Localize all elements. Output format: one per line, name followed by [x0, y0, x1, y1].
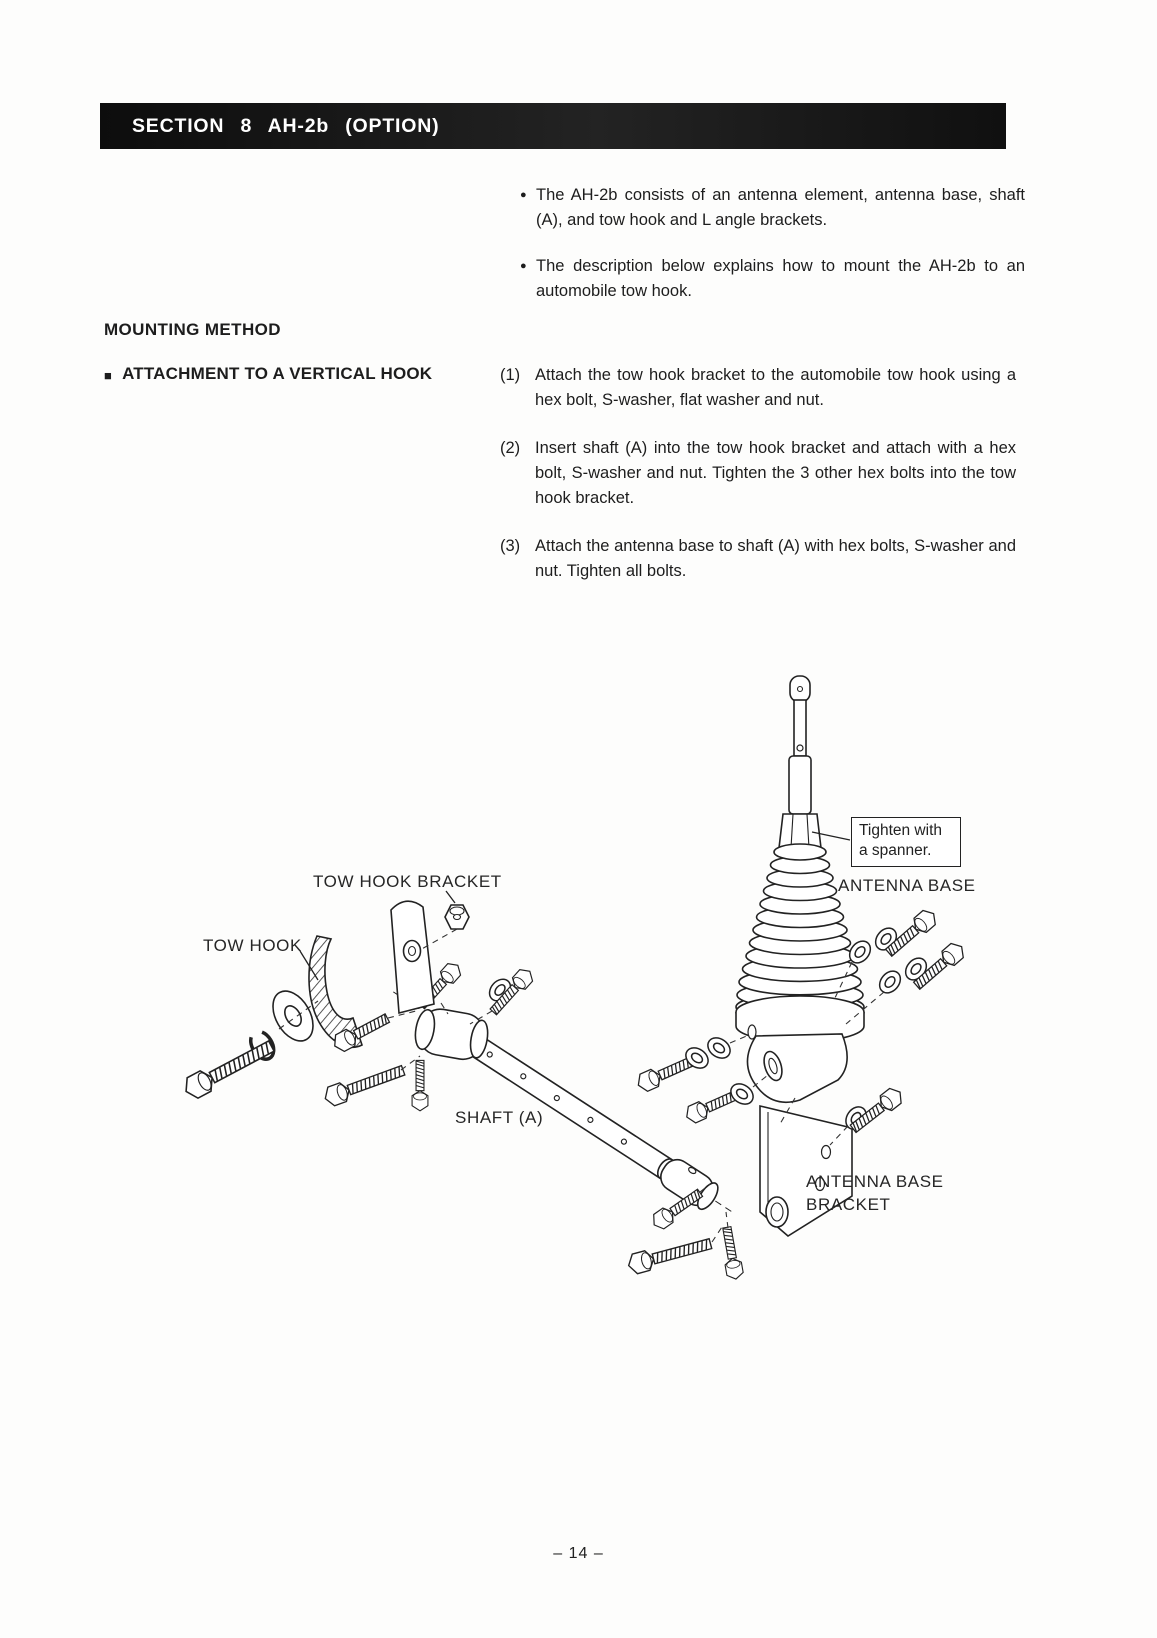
tow-hook-bracket-label: TOW HOOK BRACKET: [313, 872, 502, 891]
hex-bolt-drawing: [412, 1060, 428, 1110]
antenna-element-drawing: [789, 676, 811, 814]
section-title: SECTION 8 AH-2b (OPTION): [132, 114, 440, 137]
step-number: (1): [500, 366, 521, 384]
step-number: (2): [500, 439, 521, 457]
spanner-callout: Tighten with a spanner.: [851, 817, 961, 867]
mounting-method-heading: MOUNTING METHOD: [104, 320, 281, 339]
step-text: Insert shaft (A) into the tow hook bracket and attach with a hex bolt, S-washer and nut. Tighten the 3 other hex bolts into the tow hook bracket.: [535, 439, 1016, 507]
shaft-a-label: SHAFT (A): [455, 1108, 544, 1127]
step-text: Attach the antenna base to shaft (A) with hex bolts, S-washer and nut. Tighten all bolts.: [535, 537, 1016, 580]
hex-bolt-drawing: [181, 1036, 277, 1102]
page-number: – 14 –: [553, 1545, 604, 1562]
antenna-base-skirt-drawing: [736, 996, 864, 1102]
washer-drawing: [727, 1080, 757, 1109]
antenna-base-label: ANTENNA BASE: [838, 876, 976, 895]
bullet-icon: ●: [520, 189, 527, 201]
intro-bullet-text: The description below explains how to mount the AH-2b to an automobile tow hook.: [536, 257, 1025, 300]
attachment-heading-text: ATTACHMENT TO A VERTICAL HOOK: [122, 364, 433, 383]
washer-drawing: [704, 1034, 734, 1063]
hex-bolt-drawing: [719, 1226, 744, 1281]
step-number: (3): [500, 537, 521, 555]
spanner-nut-drawing: [779, 814, 821, 848]
bullet-icon: ●: [520, 260, 527, 272]
antenna-base-spring-drawing: [736, 844, 864, 1021]
antenna-base-bracket-label: ANTENNA BASE BRACKET: [806, 1172, 944, 1214]
hex-bolt-drawing: [626, 1234, 713, 1275]
square-marker-icon: ■: [104, 368, 113, 383]
washer-drawing: [875, 967, 904, 997]
tow-hook-label: TOW HOOK: [203, 936, 302, 955]
hex-bolt-drawing: [322, 1061, 407, 1108]
intro-bullet-text: The AH-2b consists of an antenna element, antenna base, shaft (A), and tow hook and L angle brackets.: [536, 186, 1025, 229]
step-text: Attach the tow hook bracket to the automobile tow hook using a hex bolt, S-washer, flat washer and nut.: [535, 366, 1016, 409]
